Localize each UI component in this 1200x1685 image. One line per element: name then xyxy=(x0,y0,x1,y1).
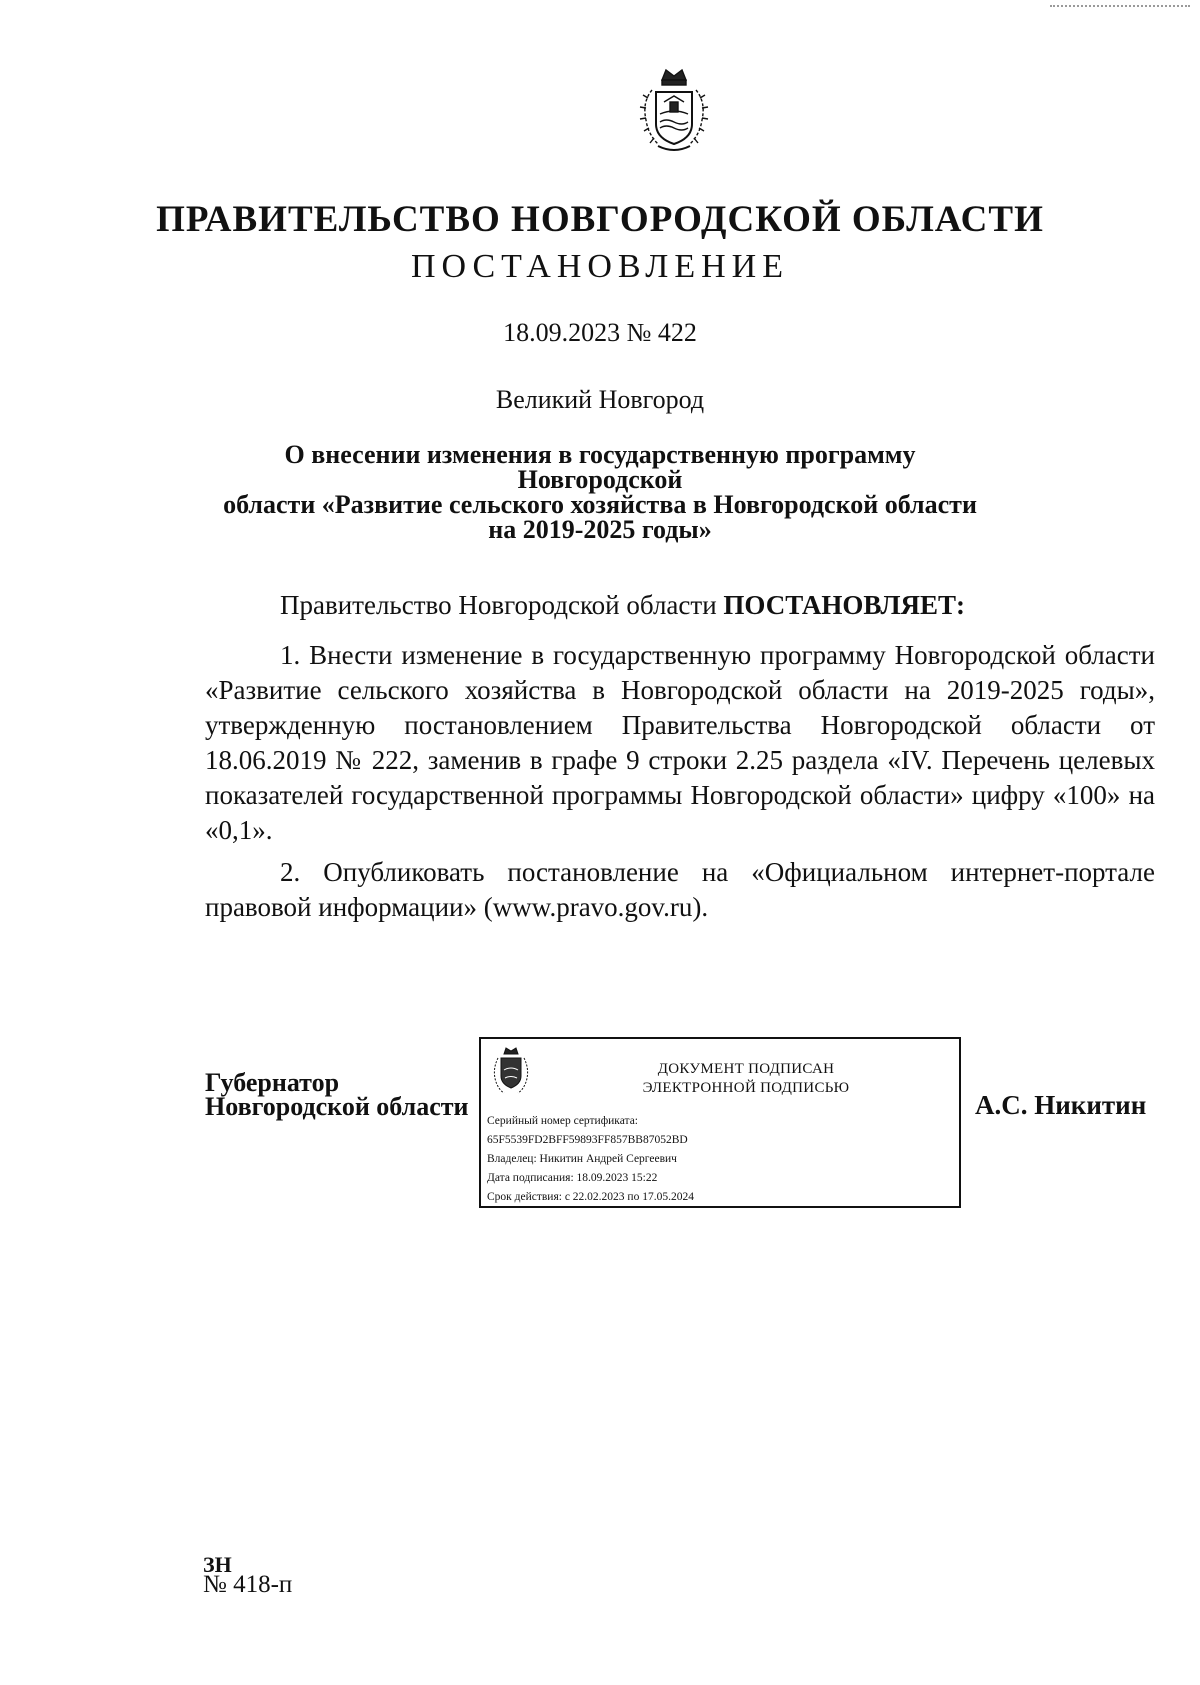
preamble-text: Правительство Новгородской области xyxy=(280,590,724,620)
signer-name: А.С. Никитин xyxy=(975,1090,1147,1120)
signatory-position xyxy=(205,1068,469,1121)
stamp-owner: Владелец: Никитин Андрей Сергеевич xyxy=(487,1153,677,1165)
subject-line: на 2019-2025 годы» xyxy=(488,515,712,544)
stamp-validity: Срок действия: с 22.02.2023 по 17.05.2024 xyxy=(487,1191,694,1203)
footer-number: № 418-п xyxy=(203,1571,293,1598)
stamp-cert-label: Серийный номер сертификата: xyxy=(487,1115,638,1127)
document-date-number: 18.09.2023 № 422 xyxy=(503,318,697,347)
novgorod-coat-of-arms-icon xyxy=(636,62,712,158)
footer-code: ЗН xyxy=(203,1552,232,1577)
paragraph-1: 1. Внести изменение в государственную программу Новгородской области «Развитие сельского хозяйства в Новгородской области на 2019-2025 годы», утвержденную постановлением Правительства Новгородской области от 18.06.2019 № 222, заменив в графе 9 строки 2.25 раздела «IV. Перечень целевых показателей государственной программы Новгородской области» цифру «100» на «0,1». xyxy=(205,640,1155,845)
subject-line: О внесении изменения в государственную программу Новгородской xyxy=(284,440,916,494)
position-line: Губернатор xyxy=(205,1068,340,1097)
paragraph-2: 2. Опубликовать постановление на «Официальном интернет-портале правовой информации» (www.pravo.gov.ru). xyxy=(205,857,1155,922)
scan-edge-mark xyxy=(1050,5,1190,9)
document-subject xyxy=(200,442,1000,542)
stamp-coat-of-arms-icon xyxy=(491,1046,531,1096)
stamp-signed-date: Дата подписания: 18.09.2023 15:22 xyxy=(487,1172,658,1184)
stamp-heading: ДОКУМЕНТ ПОДПИСАН xyxy=(657,1061,835,1077)
stamp-heading: ЭЛЕКТРОННОЙ ПОДПИСЬЮ xyxy=(642,1080,850,1096)
electronic-signature-stamp xyxy=(479,1037,961,1208)
position-line: Новгородской области xyxy=(205,1092,469,1121)
document-place: Великий Новгород xyxy=(495,385,705,414)
stamp-cert-serial: 65F5539FD2BFF59893FF857BB87052BD xyxy=(487,1134,688,1146)
preamble xyxy=(280,590,965,621)
document-type: ПОСТАНОВЛЕНИЕ xyxy=(410,248,790,285)
preamble-resolves: ПОСТАНОВЛЯЕТ: xyxy=(723,590,965,620)
organization-title: ПРАВИТЕЛЬСТВО НОВГОРОДСКОЙ ОБЛАСТИ xyxy=(156,199,1044,240)
subject-line: области «Развитие сельского хозяйства в Новгородской области xyxy=(223,490,977,519)
